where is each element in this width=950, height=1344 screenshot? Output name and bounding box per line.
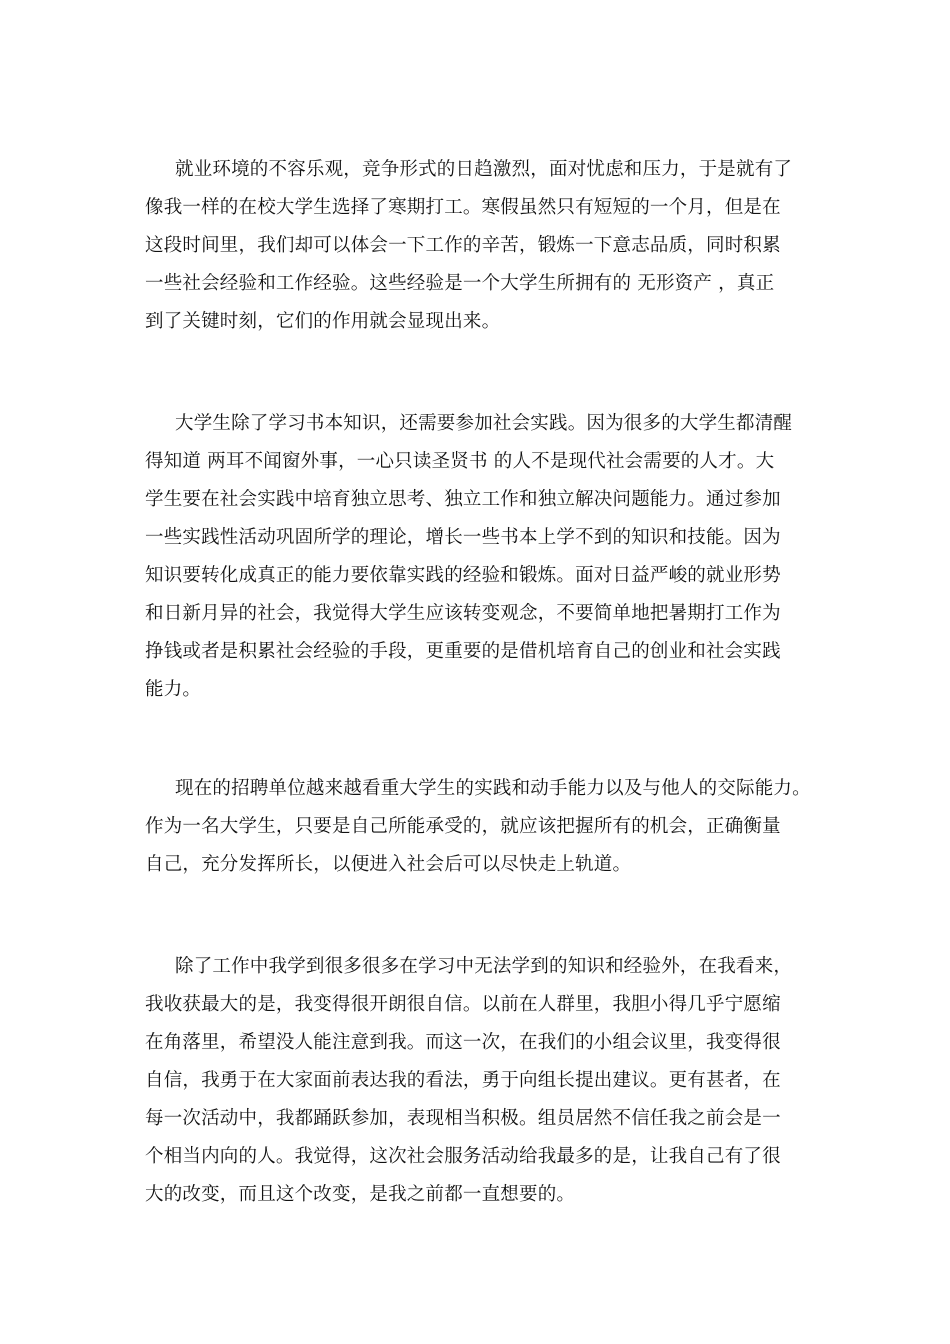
paragraph-line: 能力。 bbox=[145, 679, 202, 700]
paragraph-line: 一些社会经验和工作经验。这些经验是一个大学生所拥有的 无形资产 ，真正 bbox=[145, 273, 775, 294]
paragraph-line: 大的改变，而且这个改变，是我之前都一直想要的。 bbox=[145, 1184, 576, 1205]
paragraph-4 bbox=[145, 948, 825, 1214]
paragraph-line: 除了工作中我学到很多很多在学习中无法学到的知识和经验外，在我看来， bbox=[175, 956, 793, 977]
paragraph-line: 大学生除了学习书本知识，还需要参加社会实践。因为很多的大学生都清醒 bbox=[175, 413, 793, 434]
paragraph-line: 这段时间里，我们却可以体会一下工作的辛苦，锻炼一下意志品质，同时积累 bbox=[145, 235, 781, 256]
paragraph-line: 得知道 两耳不闻窗外事，一心只读圣贤书 的人不是现代社会需要的人才。大 bbox=[145, 451, 775, 472]
paragraph-2 bbox=[145, 405, 825, 709]
paragraph-line: 自信，我勇于在大家面前表达我的看法，勇于向组长提出建议。更有甚者，在 bbox=[145, 1070, 781, 1091]
paragraph-line: 和日新月异的社会，我觉得大学生应该转变观念，不要简单地把暑期打工作为 bbox=[145, 603, 781, 624]
paragraph-line: 在角落里，希望没人能注意到我。而这一次，在我们的小组会议里，我变得很 bbox=[145, 1032, 781, 1053]
paragraph-3 bbox=[145, 770, 825, 884]
paragraph-line: 一些实践性活动巩固所学的理论，增长一些书本上学不到的知识和技能。因为 bbox=[145, 527, 781, 548]
paragraph-line: 像我一样的在校大学生选择了寒期打工。寒假虽然只有短短的一个月，但是在 bbox=[145, 197, 781, 218]
paragraph-line: 作为一名大学生，只要是自己所能承受的，就应该把握所有的机会，正确衡量 bbox=[145, 816, 781, 837]
paragraph-line: 学生要在社会实践中培育独立思考、独立工作和独立解决问题能力。通过参加 bbox=[145, 489, 781, 510]
paragraph-line: 个相当内向的人。我觉得，这次社会服务活动给我最多的是，让我自己有了很 bbox=[145, 1146, 781, 1167]
paragraph-line: 每一次活动中，我都踊跃参加，表现相当积极。组员居然不信任我之前会是一 bbox=[145, 1108, 781, 1129]
paragraph-1 bbox=[145, 151, 825, 341]
paragraph-line: 自己，充分发挥所长，以便进入社会后可以尽快走上轨道。 bbox=[145, 854, 632, 875]
paragraph-line: 现在的招聘单位越来越看重大学生的实践和动手能力以及与他人的交际能力。 bbox=[175, 778, 811, 799]
paragraph-line: 知识要转化成真正的能力要依靠实践的经验和锻炼。面对日益严峻的就业形势 bbox=[145, 565, 781, 586]
paragraph-line: 就业环境的不容乐观，竞争形式的日趋激烈，面对忧虑和压力，于是就有了 bbox=[175, 159, 793, 180]
paragraph-line: 我收获最大的是，我变得很开朗很自信。以前在人群里，我胆小得几乎宁愿缩 bbox=[145, 994, 781, 1015]
paragraph-line: 挣钱或者是积累社会经验的手段，更重要的是借机培育自己的创业和社会实践 bbox=[145, 641, 781, 662]
paragraph-line: 到了关键时刻，它们的作用就会显现出来。 bbox=[145, 311, 501, 332]
